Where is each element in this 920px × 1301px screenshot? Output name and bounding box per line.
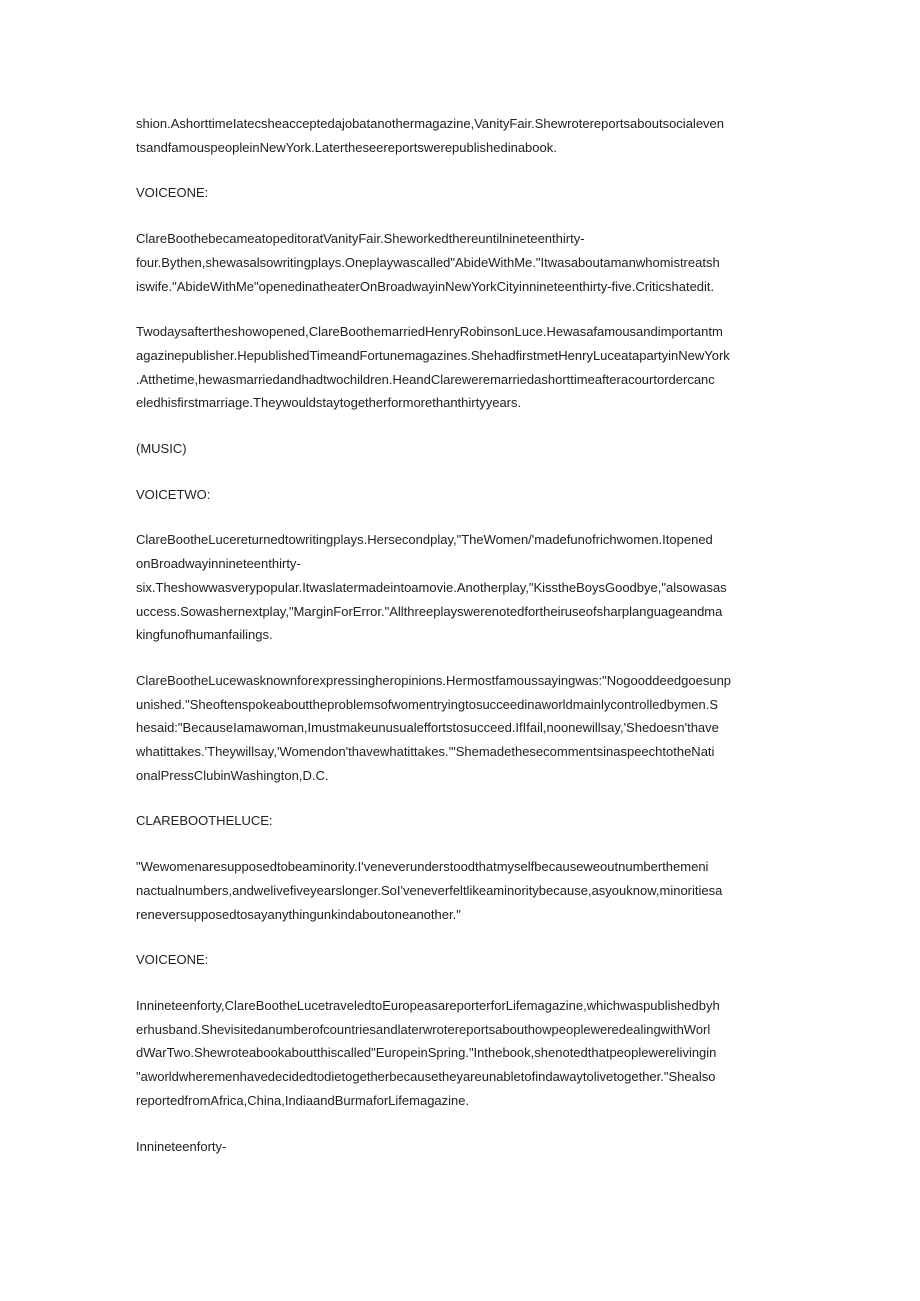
text-line: erhusband.ShevisitedanumberofcountriesandlaterwrotereportsabouthowpeopleweredealingwithWorl [136,1021,711,1037]
text-line: "Wewomenaresupposedtobeaminority.I'veneverunderstoodthatmyselfbecauseweoutnumberthemeni [136,859,709,875]
paragraph [136,181,786,205]
text-line: CLAREBOOTHELUCE: [136,813,273,829]
text-line: agazinepublisher.HepublishedTimeandFortunemagazines.ShehadfirstmetHenryLuceatapartyinNewYork [136,347,730,363]
text-line: eledhisfirstmarriage.Theywouldstaytogetherformorethanthirtyyears. [136,395,522,411]
text-line: onalPressClubinWashington,D.C. [136,767,329,783]
text-line: Innineteenforty,ClareBootheLucetraveledtoEuropeasareporterforLifemagazine,whichwaspublishedbyh [136,997,720,1013]
paragraph [136,227,786,298]
text-line: ClareBootheLucereturnedtowritingplays.Hersecondplay,"TheWomen/'madefunofrichwomen.Itopened [136,532,713,548]
paragraph [136,437,786,461]
text-line: tsandfamouspeopleinNewYork.Latertheseereportswerepublishedinabook. [136,139,557,155]
paragraph [136,483,786,507]
text-line: kingfunofhumanfailings. [136,627,273,643]
text-line: whatittakes.'Theywillsay,'Womendon'thavewhatittakes.'"ShemadethesecommentsinaspeechtotheNati [136,744,715,760]
document-body [136,112,786,1180]
paragraph [136,948,786,972]
paragraph [136,1135,786,1159]
text-line: ClareBootheLucewasknownforexpressingheropinions.Hermostfamoussayingwas:"Nogooddeedgoesunp [136,672,732,688]
paragraph [136,112,786,159]
text-line: Twodaysaftertheshowopened,ClareBoothemarriedHenryRobinsonLuce.Hewasafamousandimportantm [136,324,723,340]
text-line: iswife."AbideWithMe"openedinatheaterOnBroadwayinNewYorkCityinnineteenthirty-five.Criticshatedit. [136,278,715,294]
paragraph [136,994,786,1113]
text-line: six.Theshowwasverypopular.Itwaslatermadeintoamovie.Anotherplay,"KisstheBoysGoodbye,"alsowasas [136,579,727,595]
text-line: Innineteenforty- [136,1138,227,1154]
text-line: onBroadwayinnineteenthirty- [136,556,301,572]
text-line: reneversupposedtosayanythingunkindaboutoneanother." [136,906,461,922]
text-line: ClareBoothebecameatopeditoratVanityFair.Sheworkedthereuntilnineteenthirty- [136,231,585,247]
text-line: "aworldwheremenhavedecidedtodietogetherbecausetheyareunabletofindawaytolivetogether."Shealso [136,1069,716,1085]
text-line: reportedfromAfrica,China,IndiaandBurmaforLifemagazine. [136,1092,470,1108]
paragraph [136,669,786,788]
text-line: (MUSIC) [136,441,187,457]
text-line: dWarTwo.Shewroteabookaboutthiscalled"EuropeinSpring."Inthebook,shenotedthatpeoplewerelivingin [136,1045,717,1061]
text-line: four.Bythen,shewasalsowritingplays.Oneplaywascalled"AbideWithMe."Itwasaboutamanwhomistreatsh [136,254,720,270]
paragraph [136,855,786,926]
text-line: nactualnumbers,andwelivefiveyearslonger.SoI'veneverfeltlikeaminoritybecause,asyouknow,minoritiesa [136,882,723,898]
text-line: unished."Sheoftenspokeabouttheproblemsofwomentryingtosucceedinaworldmainlycontrolledbymen.S [136,696,719,712]
paragraph [136,320,786,415]
text-line: VOICEONE: [136,952,209,968]
text-line: VOICETWO: [136,486,211,502]
text-line: .Atthetime,hewasmarriedandhadtwochildren.HeandClareweremarriedashorttimeafteracourtordercanc [136,371,715,387]
text-line: VOICEONE: [136,185,209,201]
paragraph [136,528,786,647]
text-line: uccess.Sowashernextplay,"MarginForError."Allthreeplayswerenotedfortheiruseofsharplanguageandma [136,603,723,619]
text-line: hesaid:"BecauseIamawoman,Imustmakeunusualeffortstosucceed.IfIfail,noonewillsay,'Shedoesn'thave [136,720,719,736]
paragraph [136,809,786,833]
text-line: shion.AshorttimeIatecsheacceptedajobatanothermagazine,VanityFair.Shewrotereportsaboutsocialeven [136,116,725,131]
